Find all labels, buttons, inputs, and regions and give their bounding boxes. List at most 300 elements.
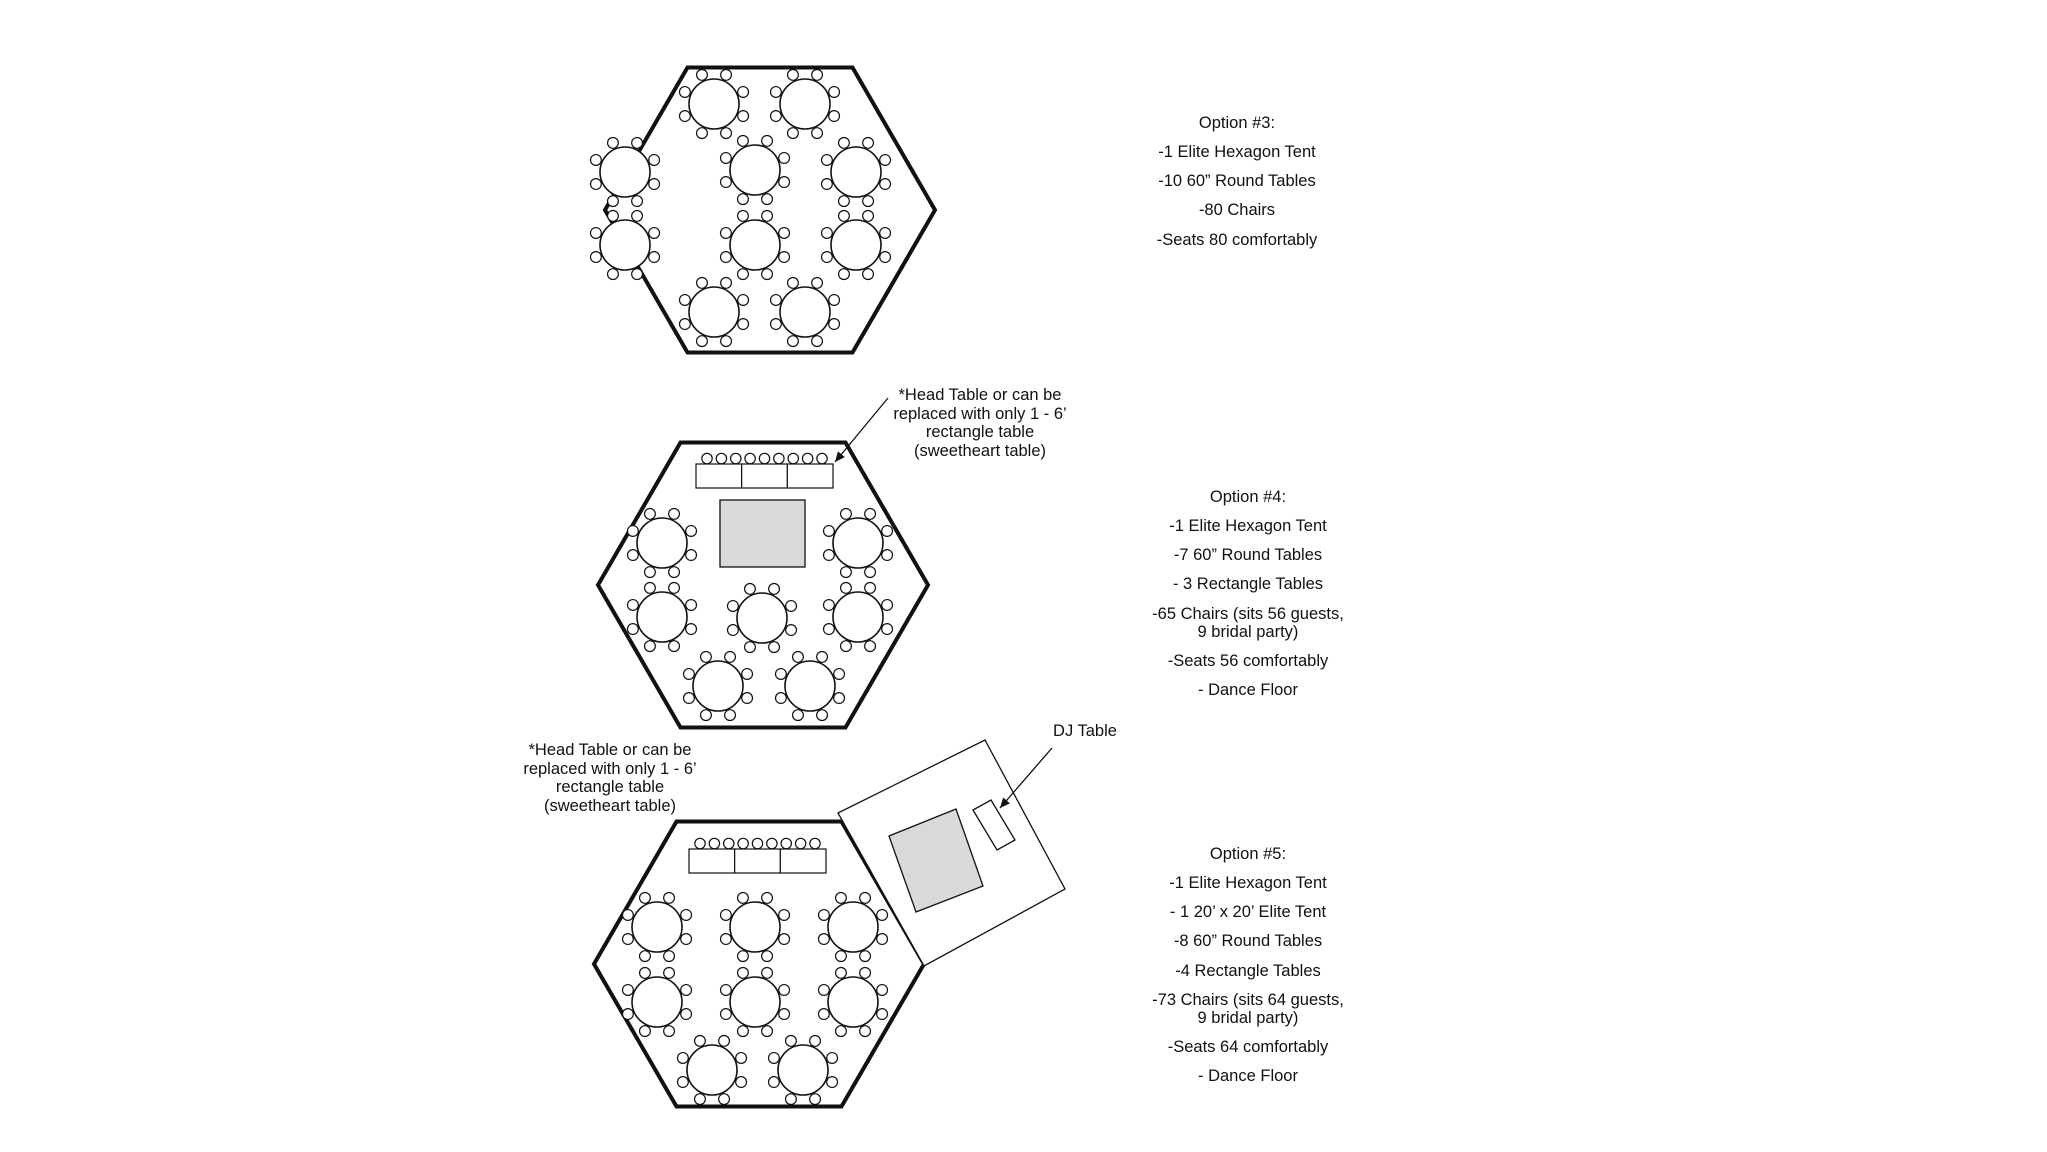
chair [817, 651, 828, 662]
chair [762, 951, 773, 962]
round-table-with-chairs [770, 69, 839, 138]
chair [727, 625, 738, 636]
chair [627, 526, 638, 537]
chair [865, 582, 876, 593]
round-table-with-chairs [720, 892, 789, 961]
round-table [778, 1045, 828, 1095]
chair [781, 838, 791, 848]
chair [731, 453, 741, 463]
chair [721, 128, 732, 139]
chair [627, 600, 638, 611]
chair [738, 111, 749, 122]
hexagon-tent [605, 68, 935, 353]
chair [738, 295, 749, 306]
option-4-line: -65 Chairs (sits 56 guests, 9 bridal party) [1152, 604, 1344, 641]
chair [779, 153, 790, 164]
round-table-with-chairs [679, 277, 748, 346]
round-table [600, 220, 650, 270]
head-table [689, 838, 826, 873]
chair [686, 550, 697, 561]
chair [775, 693, 786, 704]
chair [669, 641, 680, 652]
chair [762, 269, 773, 280]
chair [640, 967, 651, 978]
round-table-with-chairs [720, 967, 789, 1036]
chair [823, 550, 834, 561]
chair [812, 336, 823, 347]
head-table-note-option-4: *Head Table or can be replaced with only 1 - 6’ rectangle table (sweetheart table) [893, 386, 1067, 460]
chair [742, 693, 753, 704]
option-5-title: Option #5: [1209, 845, 1287, 863]
chair [645, 641, 656, 652]
chair [720, 910, 731, 921]
chair [834, 669, 845, 680]
option-5-line: - 1 20’ x 20’ Elite Tent [1169, 903, 1327, 922]
chair [836, 892, 847, 903]
chair [836, 951, 847, 962]
chair [812, 277, 823, 288]
chair [632, 196, 643, 207]
chair [839, 269, 850, 280]
chair [762, 210, 773, 221]
chair [770, 87, 781, 98]
rectangle-table [735, 849, 781, 873]
option-3-line: -Seats 80 comfortably [1156, 230, 1318, 249]
chair [877, 985, 888, 996]
round-table [632, 977, 682, 1027]
chair [882, 550, 893, 561]
chair [632, 137, 643, 148]
option-4-line: -Seats 56 comfortably [1167, 651, 1329, 670]
round-table-with-chairs [823, 582, 892, 651]
chair [818, 985, 829, 996]
round-table [730, 145, 780, 195]
chair [724, 838, 734, 848]
chair [812, 128, 823, 139]
chair [810, 838, 820, 848]
round-table [689, 79, 739, 129]
chair [697, 336, 708, 347]
arrow-line [1000, 748, 1052, 808]
chair [793, 710, 804, 721]
chair [709, 838, 719, 848]
chair [677, 1077, 688, 1088]
chair [716, 453, 726, 463]
round-table-with-chairs [720, 210, 789, 279]
chair [686, 624, 697, 635]
chair [779, 910, 790, 921]
round-table [730, 220, 780, 270]
chair [664, 1026, 675, 1037]
round-table-with-chairs [622, 967, 691, 1036]
head-table [696, 453, 833, 488]
chair [882, 526, 893, 537]
round-table [828, 902, 878, 952]
option-3-details [1067, 114, 1407, 260]
chair [720, 177, 731, 188]
chair [818, 1009, 829, 1020]
chair [759, 453, 769, 463]
chair [860, 951, 871, 962]
chair [649, 155, 660, 166]
chair [736, 1077, 747, 1088]
chair [768, 1077, 779, 1088]
dance-floor [720, 500, 805, 567]
option-4-line: -7 60” Round Tables [1173, 546, 1323, 565]
chair [738, 194, 749, 205]
chair [590, 228, 601, 239]
head-table-note-option-5: *Head Table or can be replaced with only 1 - 6’ rectangle table (sweetheart table) [523, 741, 697, 815]
chair [775, 669, 786, 680]
chair [810, 1035, 821, 1046]
chair [649, 228, 660, 239]
chair [812, 69, 823, 80]
rectangle-table [696, 464, 742, 488]
round-table [600, 147, 650, 197]
option-4-line: -1 Elite Hexagon Tent [1169, 517, 1327, 536]
option-4-title: Option #4: [1209, 488, 1287, 506]
chair [721, 336, 732, 347]
round-table [687, 1045, 737, 1095]
chair [821, 155, 832, 166]
chair [701, 651, 712, 662]
chair [742, 669, 753, 680]
chair [836, 1026, 847, 1037]
chair [768, 1053, 779, 1064]
round-table [730, 902, 780, 952]
round-table [831, 220, 881, 270]
round-table [780, 79, 830, 129]
chair [738, 135, 749, 146]
chair [679, 319, 690, 330]
round-table-with-chairs [775, 651, 844, 720]
chair [664, 967, 675, 978]
option-5-line: -73 Chairs (sits 64 guests, 9 bridal party) [1152, 990, 1344, 1027]
round-table-with-chairs [720, 135, 789, 204]
chair [762, 1026, 773, 1037]
chair [788, 277, 799, 288]
rectangle-table [780, 849, 826, 873]
round-table [689, 287, 739, 337]
option-5-line: -4 Rectangle Tables [1175, 961, 1321, 980]
chair [762, 892, 773, 903]
chair [695, 838, 705, 848]
chair [779, 177, 790, 188]
chair [649, 252, 660, 263]
chair [590, 252, 601, 263]
chair [632, 210, 643, 221]
chair [827, 1053, 838, 1064]
round-table [785, 661, 835, 711]
chair [795, 838, 805, 848]
chair [745, 583, 756, 594]
round-table [833, 518, 883, 568]
chair [823, 526, 834, 537]
round-table [833, 592, 883, 642]
option-4-details [1078, 488, 1418, 710]
chair [608, 137, 619, 148]
chair [669, 508, 680, 519]
chair [608, 210, 619, 221]
chair [701, 710, 712, 721]
chair [681, 985, 692, 996]
chair [865, 567, 876, 578]
option-5-line: -1 Elite Hexagon Tent [1169, 874, 1327, 893]
chair [622, 910, 633, 921]
round-table [637, 592, 687, 642]
chair [738, 1026, 749, 1037]
chair [880, 228, 891, 239]
chair [821, 179, 832, 190]
chair [697, 277, 708, 288]
option-5-line: -8 60” Round Tables [1173, 932, 1323, 951]
chair [727, 601, 738, 612]
chair [627, 550, 638, 561]
chair [622, 985, 633, 996]
rectangle-table [787, 464, 833, 488]
chair [779, 1009, 790, 1020]
chair [622, 1009, 633, 1020]
chair [788, 336, 799, 347]
chair [863, 137, 874, 148]
chair [827, 1077, 838, 1088]
round-table-with-chairs [627, 582, 696, 651]
round-table-with-chairs [727, 583, 796, 652]
chair [818, 910, 829, 921]
round-table-with-chairs [590, 210, 659, 279]
chair [779, 985, 790, 996]
chair [664, 892, 675, 903]
chair [590, 155, 601, 166]
chair [865, 508, 876, 519]
chair [677, 1053, 688, 1064]
chair [640, 892, 651, 903]
chair [882, 600, 893, 611]
chair [770, 295, 781, 306]
chair [839, 196, 850, 207]
chair [841, 567, 852, 578]
chair [767, 838, 777, 848]
chair [686, 600, 697, 611]
round-table [828, 977, 878, 1027]
chair [738, 210, 749, 221]
chair [810, 1094, 821, 1105]
chair [679, 87, 690, 98]
chair [762, 194, 773, 205]
chair [719, 1035, 730, 1046]
chair [882, 624, 893, 635]
chair [788, 128, 799, 139]
layout-option-4 [598, 443, 928, 728]
chair [841, 582, 852, 593]
chair [681, 910, 692, 921]
chair [834, 693, 845, 704]
chair [829, 295, 840, 306]
chair [818, 934, 829, 945]
chair [683, 693, 694, 704]
chair [770, 319, 781, 330]
dj-table-label: DJ Table [1053, 722, 1117, 740]
round-table-with-chairs [622, 892, 691, 961]
chair [779, 228, 790, 239]
chair [863, 196, 874, 207]
chair [788, 69, 799, 80]
chair [608, 196, 619, 207]
chair [697, 128, 708, 139]
chair [721, 69, 732, 80]
round-table-with-chairs [679, 69, 748, 138]
chair [774, 453, 784, 463]
option-3-line: -10 60” Round Tables [1158, 172, 1316, 191]
chair [802, 453, 812, 463]
chair [863, 269, 874, 280]
round-table-with-chairs [818, 892, 887, 961]
chair [702, 453, 712, 463]
chair [779, 252, 790, 263]
chair [786, 1035, 797, 1046]
round-table-with-chairs [818, 967, 887, 1036]
round-table [693, 661, 743, 711]
chair [817, 453, 827, 463]
chair [769, 583, 780, 594]
chair [725, 651, 736, 662]
chair [786, 601, 797, 612]
chair [829, 87, 840, 98]
chair [681, 934, 692, 945]
chair [745, 453, 755, 463]
chair [738, 269, 749, 280]
round-table-with-chairs [821, 210, 890, 279]
round-table [632, 902, 682, 952]
chair [622, 934, 633, 945]
chair [649, 179, 660, 190]
option-5-details [1078, 845, 1418, 1096]
round-table-with-chairs [590, 137, 659, 206]
chair [627, 624, 638, 635]
chair [793, 651, 804, 662]
chair [720, 934, 731, 945]
round-table [737, 593, 787, 643]
chair [839, 210, 850, 221]
chair [877, 934, 888, 945]
round-table [780, 287, 830, 337]
round-table [637, 518, 687, 568]
chair [821, 252, 832, 263]
chair [645, 567, 656, 578]
chair [817, 710, 828, 721]
chair [738, 892, 749, 903]
chair [788, 453, 798, 463]
chair [645, 582, 656, 593]
chair [829, 319, 840, 330]
round-table [730, 977, 780, 1027]
option-4-line: - 3 Rectangle Tables [1172, 575, 1324, 594]
rectangle-table [742, 464, 788, 488]
round-table-with-chairs [821, 137, 890, 206]
chair [720, 1009, 731, 1020]
chair [738, 967, 749, 978]
chair [860, 967, 871, 978]
chair [721, 277, 732, 288]
chair [720, 985, 731, 996]
chair [786, 1094, 797, 1105]
chair [719, 1094, 730, 1105]
option-3-line: -1 Elite Hexagon Tent [1158, 143, 1316, 162]
chair [695, 1094, 706, 1105]
round-table-with-chairs [677, 1035, 746, 1104]
chair [720, 153, 731, 164]
chair [679, 111, 690, 122]
chair [697, 69, 708, 80]
chair [645, 508, 656, 519]
chair [762, 135, 773, 146]
chair [770, 111, 781, 122]
option-5-line: -Seats 64 comfortably [1167, 1037, 1329, 1056]
layout-option-3 [590, 68, 935, 353]
rectangle-table [689, 849, 735, 873]
chair [877, 910, 888, 921]
option-3-line: -80 Chairs [1198, 201, 1276, 220]
chair [738, 838, 748, 848]
round-table-with-chairs [683, 651, 752, 720]
chair [686, 526, 697, 537]
chair [865, 641, 876, 652]
round-table [831, 147, 881, 197]
chair [683, 669, 694, 680]
chair [632, 269, 643, 280]
chair [779, 934, 790, 945]
chair [664, 951, 675, 962]
chair [738, 87, 749, 98]
arrow-head [835, 451, 845, 462]
chair [720, 252, 731, 263]
option-5-line: - Dance Floor [1198, 1067, 1298, 1086]
chair [669, 567, 680, 578]
chair [839, 137, 850, 148]
option-3-title: Option #3: [1198, 114, 1276, 132]
chair [841, 508, 852, 519]
round-table-with-chairs [770, 277, 839, 346]
chair [736, 1053, 747, 1064]
chair [590, 179, 601, 190]
chair [640, 951, 651, 962]
chair [841, 641, 852, 652]
chair [863, 210, 874, 221]
chair [762, 967, 773, 978]
chair [823, 600, 834, 611]
chair [823, 624, 834, 635]
chair [738, 319, 749, 330]
round-table-with-chairs [768, 1035, 837, 1104]
chair [829, 111, 840, 122]
chair [738, 951, 749, 962]
chair [880, 155, 891, 166]
chair [860, 1026, 871, 1037]
chair [720, 228, 731, 239]
round-table-with-chairs [823, 508, 892, 577]
option-4-line: - Dance Floor [1198, 680, 1298, 699]
chair [752, 838, 762, 848]
chair [880, 252, 891, 263]
chair [786, 625, 797, 636]
chair [695, 1035, 706, 1046]
chair [821, 228, 832, 239]
chair [860, 892, 871, 903]
chair [725, 710, 736, 721]
chair [669, 582, 680, 593]
chair [640, 1026, 651, 1037]
chair [679, 295, 690, 306]
